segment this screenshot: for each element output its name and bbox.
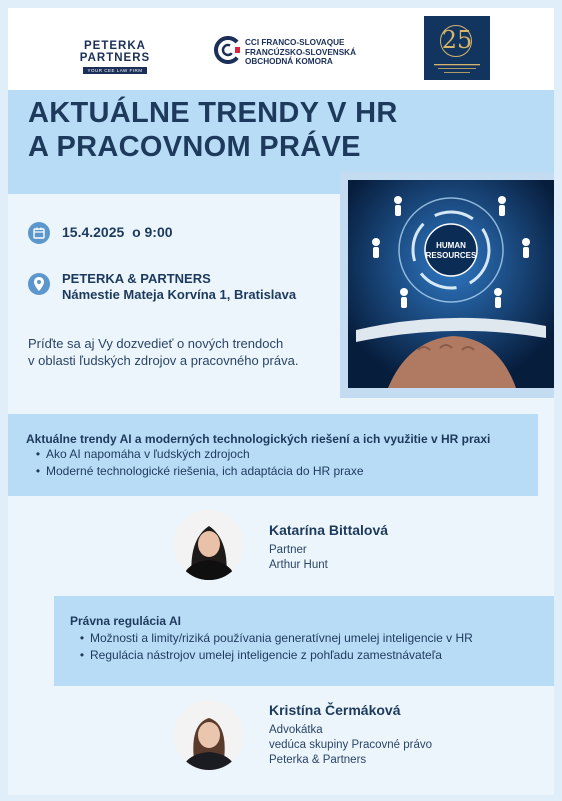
peterka-partners-logo — [50, 40, 180, 74]
hr-illustration — [348, 180, 554, 388]
topic-2-bullet-2: • Regulácia nástrojov umelej inteligencie z pohľadu zamestnávateľa — [74, 647, 473, 664]
topic-2-bullet-1: • Možnosti a limity/riziká používania generatívnej umelej inteligencie v HR — [74, 630, 473, 647]
topic-2-heading: Právna regulácia AI — [70, 614, 181, 628]
speaker-2-name: Kristína Čermáková — [269, 702, 401, 718]
anniversary-logo — [424, 16, 490, 80]
topic-1-heading: Aktuálne trendy AI a moderných technologických riešení a ich využitie v HR praxi — [26, 432, 491, 446]
venue-name: PETERKA & PARTNERS — [62, 271, 211, 286]
cci-line3: OBCHODNÁ KOMORA — [245, 57, 333, 66]
event-time: o 9:00 — [132, 224, 173, 240]
event-intro — [28, 336, 338, 369]
cci-line2: FRANCÚZSKO-SLOVENSKÁ — [245, 47, 356, 57]
speaker-1-role: Partner — [269, 544, 307, 556]
speaker-2-role-2: vedúca skupiny Pracovné právo — [269, 739, 433, 751]
topic-1-bullet-2: • Moderné technologické riešenia, ich adaptácia do HR praxe — [30, 463, 364, 480]
event-title-line1: AKTUÁLNE TRENDY V HR — [28, 97, 398, 129]
event-date: 15.4.2025 — [62, 224, 125, 240]
event-flyer — [8, 8, 554, 795]
event-title — [28, 96, 458, 164]
speaker-1-org: Arthur Hunt — [269, 559, 328, 571]
intro-line1: Príďte sa aj Vy dozvedieť o nových trendoch — [28, 336, 284, 351]
peterka-logo-tagline: YOUR CEE LAW FIRM — [83, 67, 147, 74]
speaker-2-info — [269, 702, 432, 768]
speaker-2-avatar — [174, 700, 244, 770]
event-title-line2: A PRACOVNOM PRÁVE — [28, 131, 361, 163]
cci-logo — [214, 36, 384, 72]
topic-1-bullet-1: • Ako AI napomáha v ľudských zdrojoch — [30, 446, 364, 463]
speaker-1-info — [269, 522, 388, 573]
event-venue — [62, 271, 296, 303]
speaker-1-avatar — [174, 510, 244, 580]
cci-logo-text — [245, 38, 356, 67]
speaker-1-name: Katarína Bittalová — [269, 522, 389, 538]
calendar-icon — [28, 222, 50, 244]
anniversary-number: 25 — [441, 26, 473, 54]
venue-address: Námestie Mateja Korvína 1, Bratislava — [62, 287, 297, 302]
cci-logo-icon — [214, 36, 242, 64]
hr-photo — [348, 180, 554, 388]
speaker-2-org: Peterka & Partners — [269, 754, 367, 766]
hr-label-line2: RESOURCES — [425, 251, 477, 260]
cci-line1: CCI FRANCO-SLOVAQUE — [245, 38, 345, 47]
speaker-2-role: Advokátka — [269, 724, 323, 736]
event-datetime — [62, 224, 173, 240]
topic-1-bullets — [30, 446, 364, 480]
topic-2-bullets — [74, 630, 473, 664]
hr-label-line1: HUMAN — [436, 241, 466, 250]
anniversary-caption-lines — [432, 62, 482, 76]
peterka-logo-name: PETERKA PARTNERS — [79, 40, 151, 64]
intro-line2: v oblasti ľudských zdrojov a pracovného práva. — [28, 352, 299, 368]
location-pin-icon — [28, 273, 50, 295]
